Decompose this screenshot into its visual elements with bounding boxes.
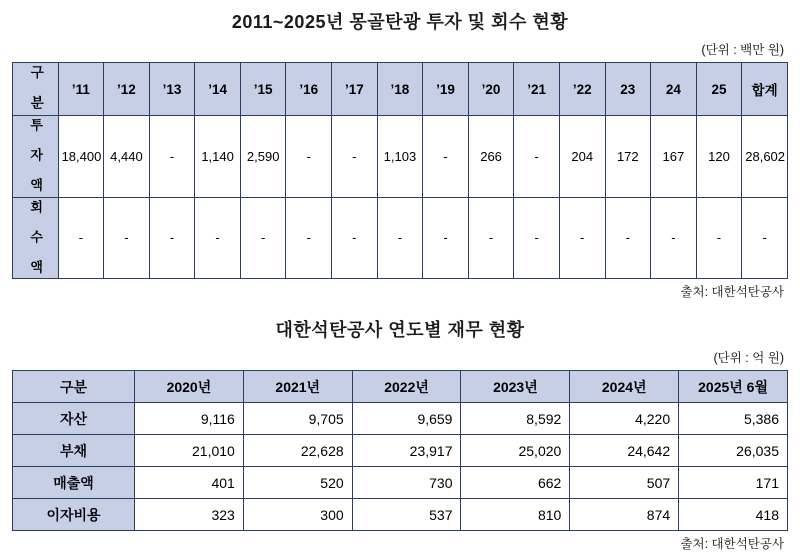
column-header-2021: 2021년 bbox=[243, 371, 352, 403]
row-header-assets: 자산 bbox=[13, 403, 135, 435]
table-header-row bbox=[13, 63, 788, 116]
column-header-2017: ’17 bbox=[332, 63, 378, 116]
mongolia-mine-investment-table bbox=[12, 62, 788, 279]
table-row bbox=[13, 467, 788, 499]
column-header-2025: 25 bbox=[696, 63, 742, 116]
cell-recovery-total: - bbox=[742, 197, 788, 279]
column-header-2018: ’18 bbox=[377, 63, 423, 116]
cell-recovery-2023: - bbox=[605, 197, 651, 279]
cell-investment-2024: 167 bbox=[651, 116, 697, 198]
table-row bbox=[13, 403, 788, 435]
section2-unit-note: (단위 : 억 원) bbox=[713, 351, 784, 366]
cell-assets-2021: 9,705 bbox=[243, 403, 352, 435]
column-header-2019: ’19 bbox=[423, 63, 469, 116]
cell-assets-2023: 8,592 bbox=[461, 403, 570, 435]
column-header-division: 구분 bbox=[13, 371, 135, 403]
cell-interest-expense-2020: 323 bbox=[135, 499, 244, 531]
cell-recovery-2012: - bbox=[104, 197, 150, 279]
table-row bbox=[13, 197, 788, 279]
row-header-revenue: 매출액 bbox=[13, 467, 135, 499]
section2-source-note: 출처: 대한석탄공사 bbox=[680, 537, 784, 552]
cell-investment-2015: 2,590 bbox=[240, 116, 286, 198]
cell-recovery-2020: - bbox=[468, 197, 514, 279]
column-header-division bbox=[13, 63, 59, 116]
cell-recovery-2021: - bbox=[514, 197, 560, 279]
cell-recovery-2015: - bbox=[240, 197, 286, 279]
cell-revenue-2022: 730 bbox=[352, 467, 461, 499]
cell-recovery-2025: - bbox=[696, 197, 742, 279]
row-header-liabilities: 부채 bbox=[13, 435, 135, 467]
cell-revenue-2021: 520 bbox=[243, 467, 352, 499]
cell-interest-expense-2025-june: 418 bbox=[679, 499, 788, 531]
cell-liabilities-2025-june: 26,035 bbox=[679, 435, 788, 467]
cell-recovery-2022: - bbox=[559, 197, 605, 279]
cell-investment-2017: - bbox=[332, 116, 378, 198]
cell-interest-expense-2022: 537 bbox=[352, 499, 461, 531]
column-header-total: 합계 bbox=[742, 63, 788, 116]
cell-investment-2020: 266 bbox=[468, 116, 514, 198]
column-header-2014: ’14 bbox=[195, 63, 241, 116]
cell-liabilities-2022: 23,917 bbox=[352, 435, 461, 467]
cell-assets-2025-june: 5,386 bbox=[679, 403, 788, 435]
column-header-2024: 2024년 bbox=[570, 371, 679, 403]
cell-investment-2012: 4,440 bbox=[104, 116, 150, 198]
column-header-2022: 2022년 bbox=[352, 371, 461, 403]
cell-investment-2011: 18,400 bbox=[58, 116, 104, 198]
cell-recovery-2019: - bbox=[423, 197, 469, 279]
column-header-2016: ’16 bbox=[286, 63, 332, 116]
section1-title: 2011~2025년 몽골탄광 투자 및 회수 현황 bbox=[231, 12, 569, 32]
column-header-division-label: 구 분 bbox=[28, 65, 44, 110]
column-header-2020: 2020년 bbox=[135, 371, 244, 403]
section1-unit-note: (단위 : 백만 원) bbox=[701, 43, 784, 57]
column-header-2015: ’15 bbox=[240, 63, 286, 116]
cell-investment-2014: 1,140 bbox=[195, 116, 241, 198]
cell-assets-2020: 9,116 bbox=[135, 403, 244, 435]
section1-source-note: 출처: 대한석탄공사 bbox=[680, 285, 784, 300]
cell-investment-2022: 204 bbox=[559, 116, 605, 198]
document-page bbox=[0, 8, 800, 552]
cell-recovery-2013: - bbox=[149, 197, 195, 279]
cell-revenue-2025-june: 171 bbox=[679, 467, 788, 499]
column-header-2025-june: 2025년 6월 bbox=[679, 371, 788, 403]
cell-recovery-2014: - bbox=[195, 197, 241, 279]
cell-liabilities-2024: 24,642 bbox=[570, 435, 679, 467]
cell-recovery-2024: - bbox=[651, 197, 697, 279]
cell-interest-expense-2023: 810 bbox=[461, 499, 570, 531]
column-header-2012: ’12 bbox=[104, 63, 150, 116]
row-header-recovery-label: 회 수 액 bbox=[28, 199, 44, 274]
cell-assets-2022: 9,659 bbox=[352, 403, 461, 435]
table-row bbox=[13, 116, 788, 198]
cell-investment-2016: - bbox=[286, 116, 332, 198]
cell-liabilities-2020: 21,010 bbox=[135, 435, 244, 467]
cell-assets-2024: 4,220 bbox=[570, 403, 679, 435]
cell-recovery-2011: - bbox=[58, 197, 104, 279]
cell-interest-expense-2021: 300 bbox=[243, 499, 352, 531]
cell-investment-2013: - bbox=[149, 116, 195, 198]
column-header-2011: ’11 bbox=[58, 63, 104, 116]
column-header-2020: ’20 bbox=[468, 63, 514, 116]
table-row bbox=[13, 435, 788, 467]
row-header-investment-label: 투 자 액 bbox=[28, 118, 44, 192]
cell-investment-2018: 1,103 bbox=[377, 116, 423, 198]
cell-recovery-2017: - bbox=[332, 197, 378, 279]
column-header-2021: ’21 bbox=[514, 63, 560, 116]
cell-investment-2021: - bbox=[514, 116, 560, 198]
cell-interest-expense-2024: 874 bbox=[570, 499, 679, 531]
row-header-investment bbox=[13, 116, 59, 198]
cell-revenue-2020: 401 bbox=[135, 467, 244, 499]
table-header-row bbox=[13, 371, 788, 403]
column-header-2023: 23 bbox=[605, 63, 651, 116]
cell-liabilities-2023: 25,020 bbox=[461, 435, 570, 467]
cell-recovery-2018: - bbox=[377, 197, 423, 279]
cell-recovery-2016: - bbox=[286, 197, 332, 279]
column-header-2013: ’13 bbox=[149, 63, 195, 116]
column-header-2024: 24 bbox=[651, 63, 697, 116]
row-header-recovery bbox=[13, 197, 59, 279]
cell-investment-total: 28,602 bbox=[742, 116, 788, 198]
column-header-2022: ’22 bbox=[559, 63, 605, 116]
cell-investment-2019: - bbox=[423, 116, 469, 198]
cell-revenue-2024: 507 bbox=[570, 467, 679, 499]
kocoal-financial-status-table bbox=[12, 370, 788, 531]
table-row bbox=[13, 499, 788, 531]
section2-title: 대한석탄공사 연도별 재무 현황 bbox=[275, 320, 525, 341]
cell-investment-2025: 120 bbox=[696, 116, 742, 198]
cell-liabilities-2021: 22,628 bbox=[243, 435, 352, 467]
row-header-interest-expense: 이자비용 bbox=[13, 499, 135, 531]
column-header-2023: 2023년 bbox=[461, 371, 570, 403]
cell-revenue-2023: 662 bbox=[461, 467, 570, 499]
cell-investment-2023: 172 bbox=[605, 116, 651, 198]
